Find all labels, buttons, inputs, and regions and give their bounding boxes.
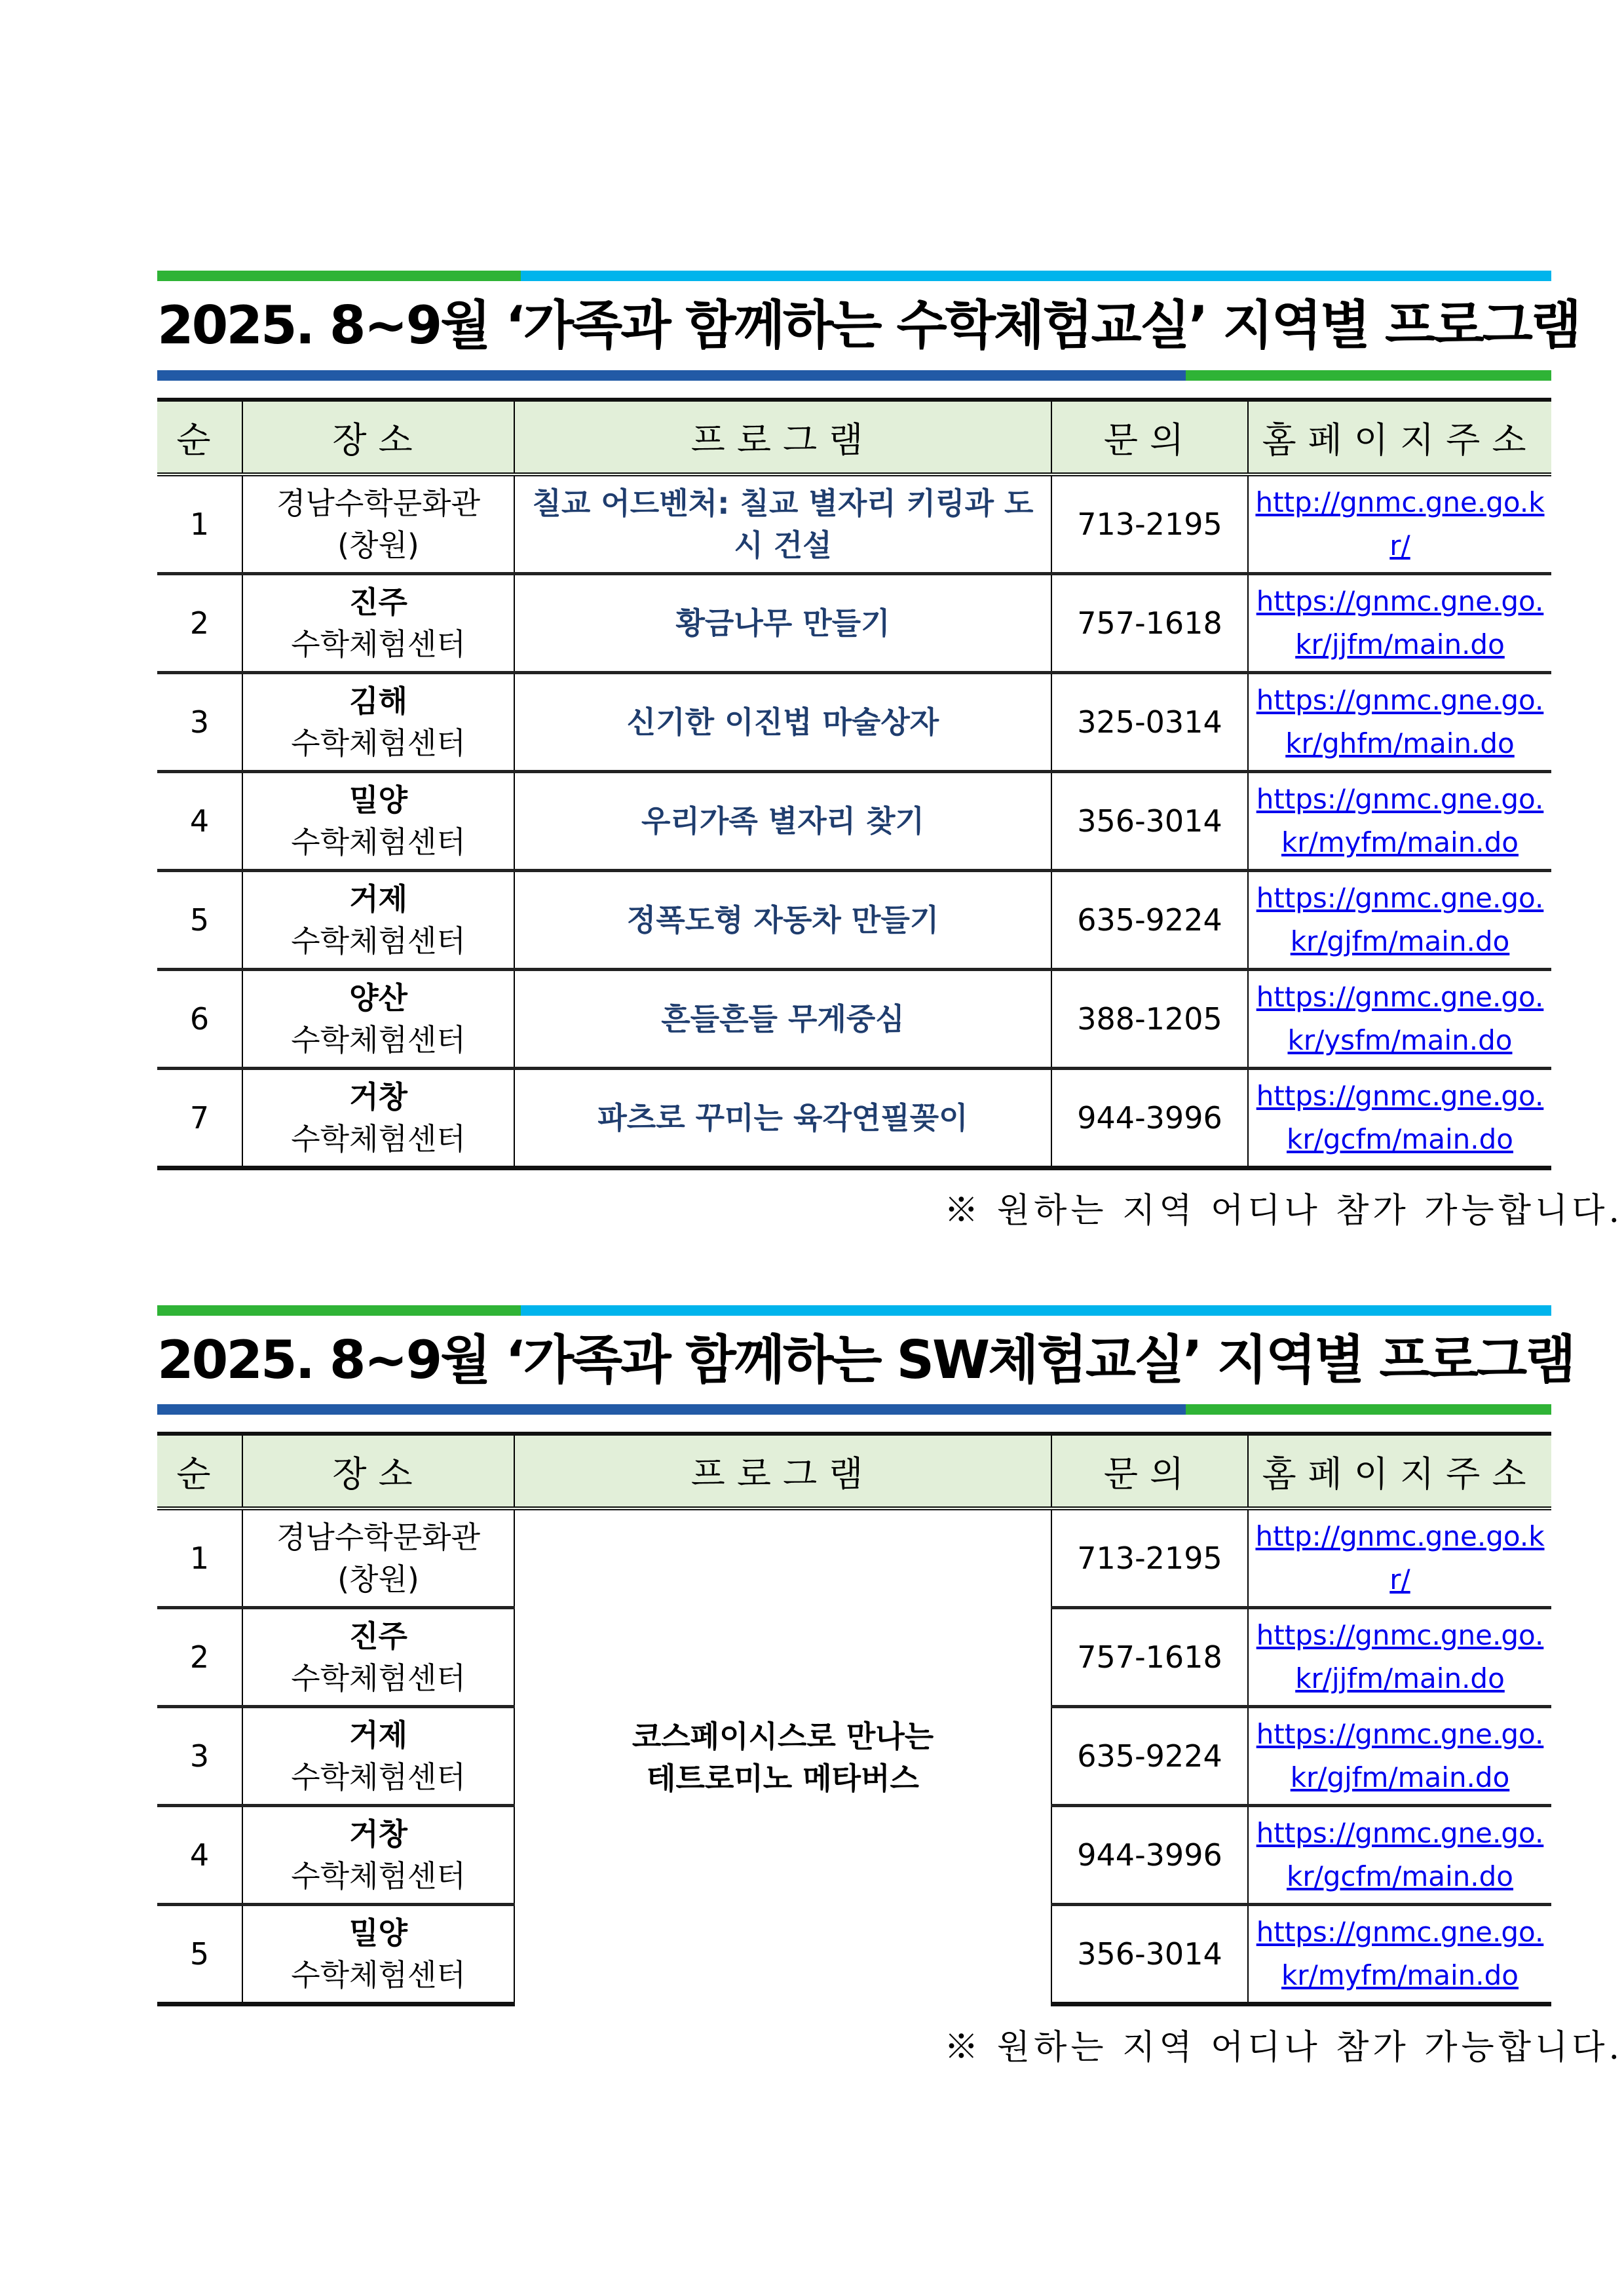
phone: 757-1618 (1051, 574, 1248, 673)
place-name: 밀양 (349, 1915, 407, 1951)
place-sub: (창원) (337, 527, 419, 563)
homepage-link[interactable]: http://gnmc.gne.go.kr/ (1255, 486, 1545, 562)
phone: 388-1205 (1051, 970, 1248, 1069)
program-line-2: 테트로미노 메타버스 (647, 1760, 919, 1796)
row-number: 5 (157, 871, 242, 970)
homepage-link[interactable]: https://gnmc.gne.go.kr/ghfm/main.do (1256, 684, 1544, 759)
title-bottom-bar (157, 1404, 1551, 1415)
homepage-link[interactable]: https://gnmc.gne.go.kr/myfm/main.do (1256, 1916, 1544, 1991)
place-sub: 수학체험센터 (291, 1957, 466, 1993)
phone: 356-3014 (1051, 1905, 1248, 2004)
math-title: 2025. 8~9월 ‘가족과 함께하는 수학체험교실’ 지역별 프로그램 (157, 295, 1580, 356)
program-name: 칠교 어드벤처: 칠교 별자리 키링과 도시 건설 (514, 474, 1051, 574)
place-cell (242, 1707, 514, 1806)
place-cell (242, 474, 514, 574)
row-number: 6 (157, 970, 242, 1069)
place-name: 진주 (349, 584, 407, 620)
place-cell (242, 673, 514, 772)
homepage-link[interactable]: https://gnmc.gne.go.kr/ysfm/main.do (1256, 981, 1544, 1056)
program-name: 파츠로 꾸미는 육각연필꽂이 (514, 1069, 1051, 1168)
place-sub: 수학체험센터 (291, 1121, 466, 1157)
homepage-link[interactable]: https://gnmc.gne.go.kr/gjfm/main.do (1256, 882, 1544, 957)
place-cell (242, 1069, 514, 1168)
place-cell (242, 1806, 514, 1905)
place-cell (242, 574, 514, 673)
sw-program-table (157, 1432, 1551, 2006)
table-row (157, 970, 1551, 1069)
phone: 635-9224 (1051, 1707, 1248, 1806)
place-name: 경남수학문화관 (276, 1520, 481, 1555)
table-row (157, 772, 1551, 871)
place-cell (242, 1905, 514, 2004)
header-contact: 문의 (1051, 1434, 1248, 1508)
homepage-link[interactable]: http://gnmc.gne.go.kr/ (1255, 1520, 1545, 1596)
row-number: 4 (157, 1806, 242, 1905)
title-bottom-bar (157, 370, 1551, 381)
homepage-link[interactable]: https://gnmc.gne.go.kr/myfm/main.do (1256, 783, 1544, 858)
place-name: 김해 (349, 683, 407, 719)
header-program: 프로그램 (514, 400, 1051, 474)
row-number: 2 (157, 1608, 242, 1707)
row-number: 3 (157, 1707, 242, 1806)
table-header-row (157, 400, 1551, 474)
place-cell (242, 970, 514, 1069)
participation-note: ※ 원하는 지역 어디나 참가 가능합니다. (944, 1191, 1623, 1231)
program-name: 신기한 이진법 마술상자 (514, 673, 1051, 772)
row-number: 3 (157, 673, 242, 772)
header-no: 순 (157, 1434, 242, 1508)
phone: 635-9224 (1051, 871, 1248, 970)
header-homepage: 홈페이지주소 (1248, 1434, 1551, 1508)
place-cell (242, 871, 514, 970)
table-header-row (157, 1434, 1551, 1508)
table-row (157, 871, 1551, 970)
table-row (157, 673, 1551, 772)
place-name: 밀양 (349, 782, 407, 818)
place-name: 양산 (349, 980, 407, 1016)
phone: 757-1618 (1051, 1608, 1248, 1707)
place-sub: 수학체험센터 (291, 725, 466, 761)
phone: 944-3996 (1051, 1806, 1248, 1905)
place-sub: 수학체험센터 (291, 824, 466, 860)
place-cell (242, 772, 514, 871)
table-row (157, 1508, 1551, 1608)
place-name: 경남수학문화관 (276, 486, 481, 521)
title-top-bar (157, 271, 1551, 281)
place-sub: 수학체험센터 (291, 1759, 466, 1795)
homepage-link[interactable]: https://gnmc.gne.go.kr/jjfm/main.do (1256, 585, 1544, 660)
place-name: 진주 (349, 1618, 407, 1654)
place-sub: 수학체험센터 (291, 1858, 466, 1894)
title-top-bar (157, 1305, 1551, 1316)
header-place: 장소 (242, 1434, 514, 1508)
place-cell (242, 1508, 514, 1608)
participation-note: ※ 원하는 지역 어디나 참가 가능합니다. (944, 2028, 1623, 2067)
phone: 944-3996 (1051, 1069, 1248, 1168)
table-row (157, 574, 1551, 673)
table-row (157, 1069, 1551, 1168)
row-number: 1 (157, 474, 242, 574)
place-cell (242, 1608, 514, 1707)
row-number: 5 (157, 1905, 242, 2004)
place-name: 거창 (349, 1816, 407, 1852)
program-name: 흔들흔들 무게중심 (514, 970, 1051, 1069)
homepage-link[interactable]: https://gnmc.gne.go.kr/gcfm/main.do (1256, 1817, 1544, 1892)
program-cell (514, 1508, 1051, 2004)
phone: 713-2195 (1051, 1508, 1248, 1608)
phone: 325-0314 (1051, 673, 1248, 772)
sw-title: 2025. 8~9월 ‘가족과 함께하는 SW체험교실’ 지역별 프로그램 (157, 1330, 1574, 1390)
place-name: 거제 (349, 881, 407, 917)
phone: 713-2195 (1051, 474, 1248, 574)
homepage-link[interactable]: https://gnmc.gne.go.kr/gcfm/main.do (1256, 1080, 1544, 1155)
place-name: 거창 (349, 1079, 407, 1115)
math-program-table (157, 398, 1551, 1170)
program-name: 우리가족 별자리 찾기 (514, 772, 1051, 871)
row-number: 4 (157, 772, 242, 871)
place-sub: 수학체험센터 (291, 923, 466, 959)
homepage-link[interactable]: https://gnmc.gne.go.kr/gjfm/main.do (1256, 1718, 1544, 1793)
program-line-1: 코스페이시스로 만나는 (632, 1718, 934, 1754)
place-sub: 수학체험센터 (291, 1022, 466, 1058)
place-sub: 수학체험센터 (291, 1660, 466, 1696)
header-place: 장소 (242, 400, 514, 474)
row-number: 7 (157, 1069, 242, 1168)
header-no: 순 (157, 400, 242, 474)
program-name: 황금나무 만들기 (514, 574, 1051, 673)
row-number: 2 (157, 574, 242, 673)
program-name: 정폭도형 자동차 만들기 (514, 871, 1051, 970)
table-row (157, 474, 1551, 574)
header-contact: 문의 (1051, 400, 1248, 474)
homepage-link[interactable]: https://gnmc.gne.go.kr/jjfm/main.do (1256, 1619, 1544, 1694)
place-sub: 수학체험센터 (291, 626, 466, 662)
header-homepage: 홈페이지주소 (1248, 400, 1551, 474)
phone: 356-3014 (1051, 772, 1248, 871)
header-program: 프로그램 (514, 1434, 1051, 1508)
row-number: 1 (157, 1508, 242, 1608)
place-name: 거제 (349, 1717, 407, 1753)
place-sub: (창원) (337, 1561, 419, 1597)
